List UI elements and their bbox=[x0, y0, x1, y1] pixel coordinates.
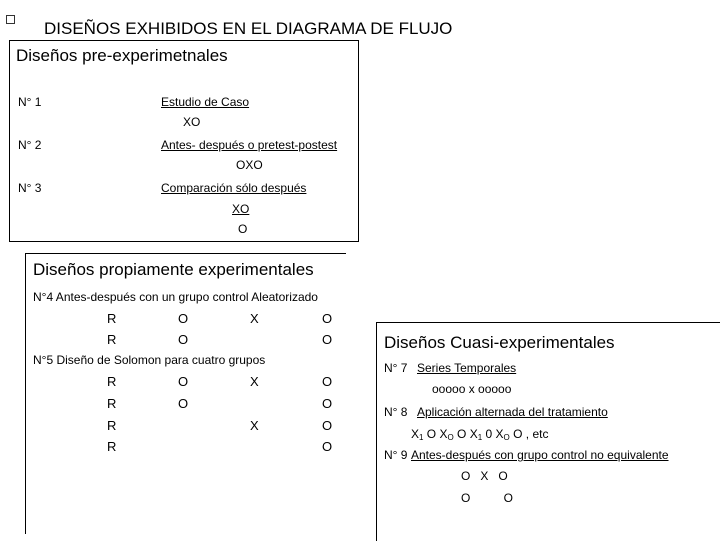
n8-label: Aplicación alternada del tratamiento bbox=[417, 405, 608, 419]
n2-number: N° 2 bbox=[18, 138, 42, 152]
n4-r2-c4: O bbox=[322, 332, 333, 347]
n1-label: Estudio de Caso bbox=[161, 95, 250, 109]
n5-r1-c3: X bbox=[250, 374, 259, 389]
n5-r4-c4: O bbox=[322, 439, 333, 454]
n9-number: N° 9 bbox=[384, 448, 408, 462]
n9-formula-1: O X O bbox=[461, 469, 508, 483]
n4-r1-c1: R bbox=[107, 311, 117, 326]
n5-r1-c2: O bbox=[178, 374, 189, 389]
n3-number: N° 3 bbox=[18, 181, 42, 195]
n5-r1-c1: R bbox=[107, 374, 117, 389]
title-bullet-icon bbox=[6, 15, 15, 24]
n4-r2-c1: R bbox=[107, 332, 117, 347]
quasi-experimental-box bbox=[376, 322, 720, 541]
page-title: DISEÑOS EXHIBIDOS EN EL DIAGRAMA DE FLUJO bbox=[44, 19, 453, 38]
n7-formula: ooooo x ooooo bbox=[432, 382, 512, 396]
n5-r2-c4: O bbox=[322, 396, 333, 411]
n8-number: N° 8 bbox=[384, 405, 408, 419]
n1-formula: XO bbox=[183, 115, 201, 129]
pre-experimental-box bbox=[9, 40, 359, 242]
n4-r1-c3: X bbox=[250, 311, 259, 326]
n5-r4-c1: R bbox=[107, 439, 117, 454]
pre-heading: Diseños pre-experimetnales bbox=[16, 46, 228, 65]
n5-r3-c1: R bbox=[107, 418, 117, 433]
cuasi-heading: Diseños Cuasi-experimentales bbox=[384, 333, 615, 352]
n2-label: Antes- después o pretest-postest bbox=[161, 138, 338, 152]
n7-label: Series Temporales bbox=[417, 361, 517, 375]
n7-number: N° 7 bbox=[384, 361, 408, 375]
n4-label: N°4 Antes-después con un grupo control Aleatorizado bbox=[33, 290, 318, 304]
n1-number: N° 1 bbox=[18, 95, 42, 109]
n3-formula-1: XO bbox=[232, 202, 250, 216]
n9-formula-2: O O bbox=[461, 491, 514, 505]
experimental-box bbox=[25, 253, 346, 534]
n3-formula-2: O bbox=[238, 222, 248, 236]
n5-label: N°5 Diseño de Solomon para cuatro grupos bbox=[33, 353, 266, 367]
n4-r1-c4: O bbox=[322, 311, 333, 326]
n2-formula: OXO bbox=[236, 158, 263, 172]
n5-r1-c4: O bbox=[322, 374, 333, 389]
n5-r2-c1: R bbox=[107, 396, 117, 411]
exp-heading: Diseños propiamente experimentales bbox=[33, 260, 314, 279]
n5-r3-c4: O bbox=[322, 418, 333, 433]
n9-label: Antes-después con grupo control no equivalente bbox=[411, 448, 669, 462]
n3-label: Comparación sólo después bbox=[161, 181, 307, 195]
n4-r1-c2: O bbox=[178, 311, 189, 326]
n5-r3-c3: X bbox=[250, 418, 259, 433]
n8-formula: $X_1$ O $X_O$ O $X_1$ 0 $X_O$ O , etc bbox=[411, 427, 549, 442]
n5-r2-c2: O bbox=[178, 396, 189, 411]
n4-r2-c2: O bbox=[178, 332, 189, 347]
